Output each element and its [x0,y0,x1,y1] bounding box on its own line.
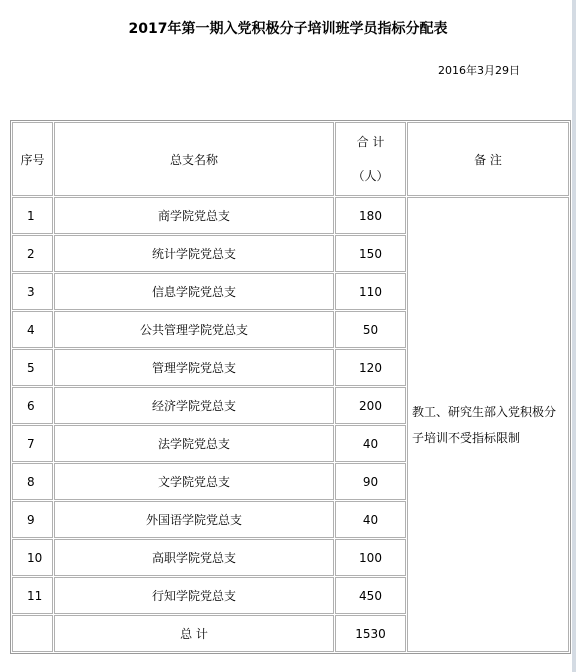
page-title: 2017年第一期入党积极分子培训班学员指标分配表 [128,21,448,37]
branch-name-cell: 外国语学院党总支 [54,501,334,538]
total-label-cell: 总 计 [54,615,334,652]
count-cell: 150 [335,235,406,272]
serial-number-cell: 1 [12,197,53,234]
document-date: 2016年3月29日 [438,64,520,77]
branch-name-cell: 统计学院党总支 [54,235,334,272]
allocation-table [10,120,571,654]
count-cell: 180 [335,197,406,234]
branch-name-cell: 信息学院党总支 [54,273,334,310]
total-serial-cell [12,615,53,652]
serial-number-cell: 5 [12,349,53,386]
count-cell: 100 [335,539,406,576]
count-cell: 200 [335,387,406,424]
header-count-unit: （人） [352,169,389,183]
table-header-row [12,122,569,196]
table-row [12,197,569,234]
count-cell: 40 [335,501,406,538]
serial-number-cell: 3 [12,273,53,310]
remark-cell: 教工、研究生部入党积极分子培训不受指标限制 [407,197,569,652]
header-remark: 备 注 [407,122,569,196]
serial-number-cell: 7 [12,425,53,462]
header-count [335,122,406,196]
serial-number-cell: 9 [12,501,53,538]
serial-number-cell: 11 [12,577,53,614]
serial-number-cell: 6 [12,387,53,424]
count-cell: 90 [335,463,406,500]
serial-number-cell: 10 [12,539,53,576]
branch-name-cell: 法学院党总支 [54,425,334,462]
branch-name-cell: 高职学院党总支 [54,539,334,576]
count-cell: 450 [335,577,406,614]
count-cell: 110 [335,273,406,310]
count-cell: 40 [335,425,406,462]
header-count-label: 合 计 [356,135,385,149]
branch-name-cell: 管理学院党总支 [54,349,334,386]
serial-number-cell: 4 [12,311,53,348]
branch-name-cell: 经济学院党总支 [54,387,334,424]
header-serial-number: 序号 [12,122,53,196]
branch-name-cell: 公共管理学院党总支 [54,311,334,348]
count-cell: 120 [335,349,406,386]
header-branch-name: 总支名称 [54,122,334,196]
count-cell: 50 [335,311,406,348]
branch-name-cell: 文学院党总支 [54,463,334,500]
serial-number-cell: 2 [12,235,53,272]
serial-number-cell: 8 [12,463,53,500]
window-edge [572,0,576,672]
total-value-cell: 1530 [335,615,406,652]
branch-name-cell: 行知学院党总支 [54,577,334,614]
branch-name-cell: 商学院党总支 [54,197,334,234]
